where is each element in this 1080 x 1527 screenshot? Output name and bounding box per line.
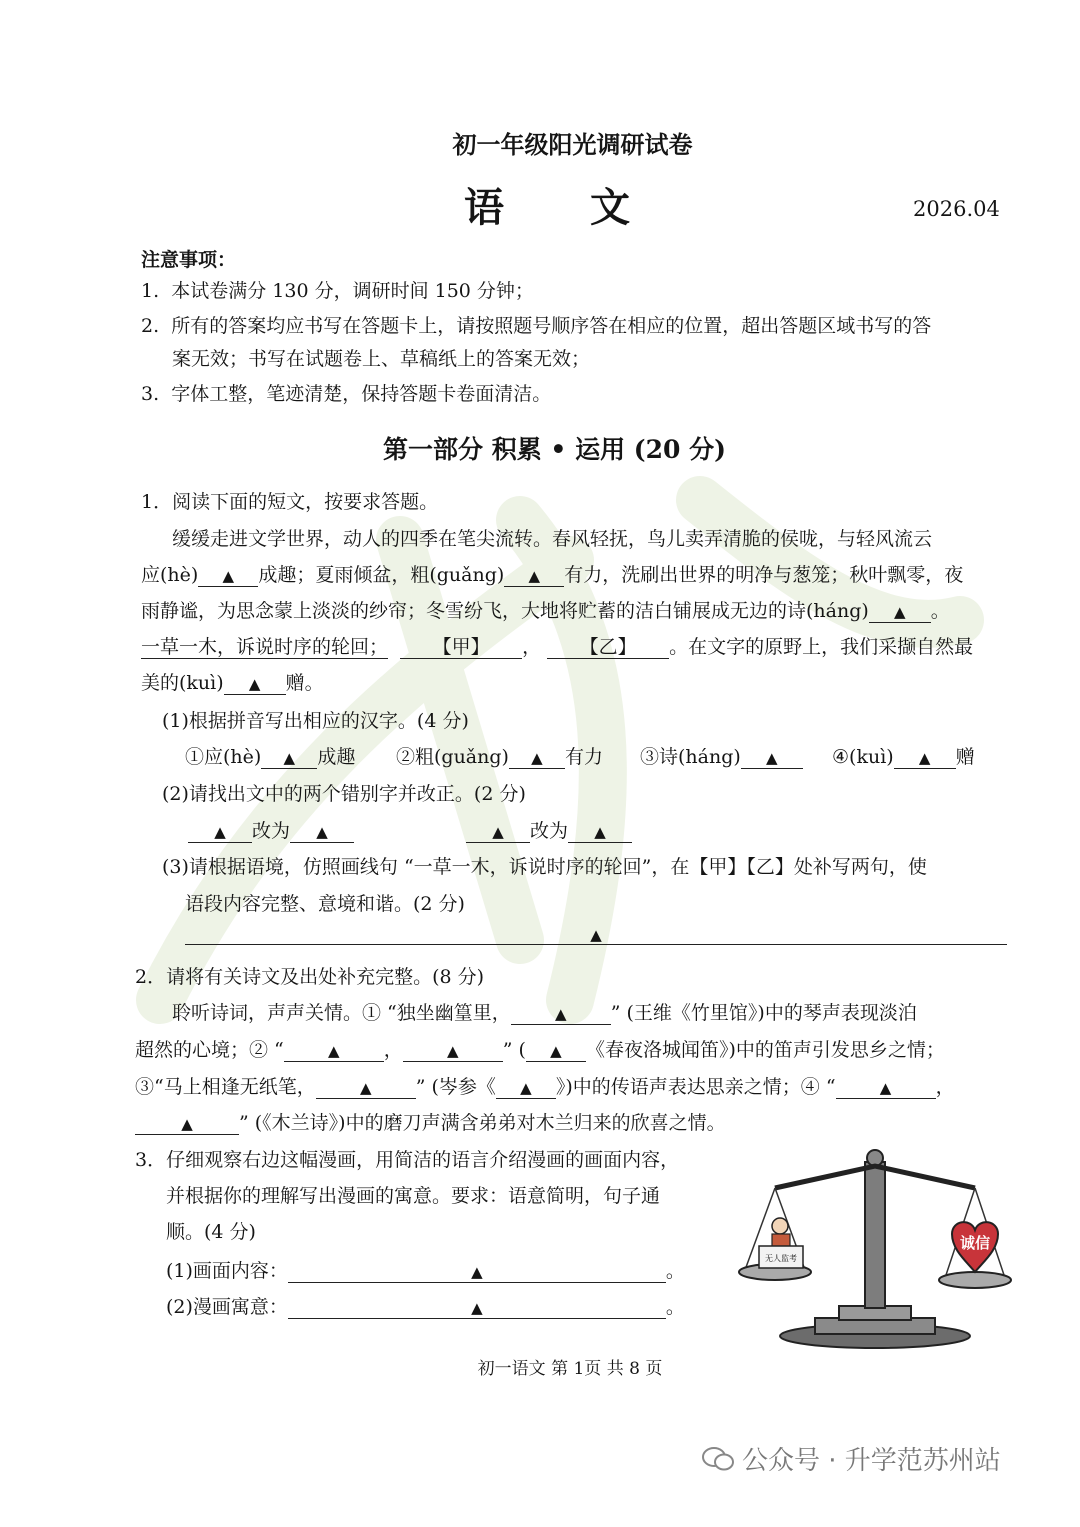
q1-sub2-blank-1: ▲ 改为 ▲ <box>188 816 354 843</box>
q1-sub1-item-1: ①应(hè) ▲ 成趣 <box>185 746 356 768</box>
notice-item-3: 3. 字体工整，笔迹清楚，保持答题卡卷面清洁。 <box>141 383 552 405</box>
q2-line-1: 聆听诗词，声声关情。① “独坐幽篁里， ▲ ” (王维《竹里馆》)中的琴声表现淡泊 <box>172 1002 917 1024</box>
notice-item-2-cont: 案无效；书写在试题卷上、草稿纸上的答案无效； <box>172 348 591 370</box>
q1-passage-line-5: 美的(kuì) ▲ 赠。 <box>141 672 324 694</box>
q1-sub1-item-4: ④(kuì) ▲ 赠 <box>832 746 975 768</box>
q1-sub1-item-3: ③诗(háng) ▲ <box>640 742 803 769</box>
q1-title: 1．阅读下面的短文，按要求答题。 <box>141 491 439 513</box>
cartoon-balance-scale <box>735 1140 1015 1355</box>
q3-answer-2: (2)漫画寓意： ▲ 。 <box>166 1296 685 1318</box>
q3-answer-1: (1)画面内容： ▲ 。 <box>166 1260 685 1282</box>
q2-line-3: ③“马上相逢无纸笔， ▲ ” (岑参《 ▲ 》)中的传语声表达思亲之情；④ “ ▲ ， <box>135 1076 955 1098</box>
cartoon-left-sign: 无人监考 <box>765 1254 797 1263</box>
page-footer: 初一语文 第 1页 共 8 页 <box>477 1359 663 1379</box>
q1-sub3-title: (3)请根据语境，仿照画线句 “一草一木，诉说时序的轮回”，在【甲】【乙】处补写两句，使 <box>162 856 927 878</box>
underlined-model-sentence: 一草一木，诉说时序的轮回； <box>141 636 389 658</box>
q3-line-3: 顺。(4 分) <box>166 1221 256 1243</box>
q1-sub1-item-2: ②粗(guǎng) ▲ 有力 <box>396 746 603 768</box>
wechat-icon <box>702 1446 734 1472</box>
q1-passage-line-4: 一草一木，诉说时序的轮回； 【甲】 ， 【乙】 。在文字的原野上，我们采撷自然最 <box>141 636 974 658</box>
exam-title: 语 文 <box>464 184 666 231</box>
q1-sub3-cont: 语段内容完整、意境和谐。(2 分) <box>185 893 465 915</box>
q1-sub2-blank-2: ▲ 改为 ▲ <box>466 816 632 843</box>
q1-sub2-title: (2)请找出文中的两个错别字并改正。(2 分) <box>162 783 526 805</box>
q2-title: 2．请将有关诗文及出处补充完整。(8 分) <box>135 966 485 988</box>
q3-line-2: 并根据你的理解写出漫画的寓意。要求：语意简明，句子通 <box>166 1185 661 1207</box>
exam-date: 2026.04 <box>913 197 1000 221</box>
notice-item-1: 1. 本试卷满分 130 分，调研时间 150 分钟； <box>141 280 534 302</box>
q1-passage-line-3: 雨静谧，为思念蒙上淡淡的纱帘；冬雪纷飞，大地将贮蓄的洁白铺展成无边的诗(háng) ▲ 。 <box>141 600 950 622</box>
q3-line-1: 3．仔细观察右边这幅漫画，用简洁的语言介绍漫画的画面内容， <box>135 1149 680 1171</box>
q2-line-4: ▲ ” (《木兰诗》)中的磨刀声满含弟弟对木兰归来的欣喜之情。 <box>135 1108 726 1135</box>
part1-heading: 第一部分 积累 • 运用 (20 分) <box>383 435 726 464</box>
q1-sub1-title: (1)根据拼音写出相应的汉字。(4 分) <box>162 710 469 732</box>
notice-heading: 注意事项： <box>141 249 237 271</box>
q1-passage-line-2: 应(hè) ▲ 成趣；夏雨倾盆，粗(guǎng) ▲ 有力，洗刷出世界的明净与葱笼；秋叶飘零，夜 <box>141 564 964 586</box>
q1-sub3-answer-line: ▲ <box>185 926 1007 945</box>
cartoon-heart-label: 诚信 <box>959 1234 991 1252</box>
q1-passage-line-1: 缓缓走进文学世界，动人的四季在笔尖流转。春风轻抚，鸟儿卖弄清脆的侯咙，与轻风流云 <box>172 528 933 550</box>
q2-line-2: 超然的心境；② “ ▲ ， ▲ ” ( ▲ 《春夜洛城闻笛》)中的笛声引发思乡之情； <box>135 1039 945 1061</box>
brand-watermark: 公众号 · 升学范苏州站 <box>702 1440 1001 1477</box>
exam-subtitle: 初一年级阳光调研试卷 <box>452 130 693 159</box>
notice-item-2: 2. 所有的答案均应书写在答题卡上，请按照题号顺序答在相应的位置，超出答题区域书写的答 <box>141 315 932 337</box>
